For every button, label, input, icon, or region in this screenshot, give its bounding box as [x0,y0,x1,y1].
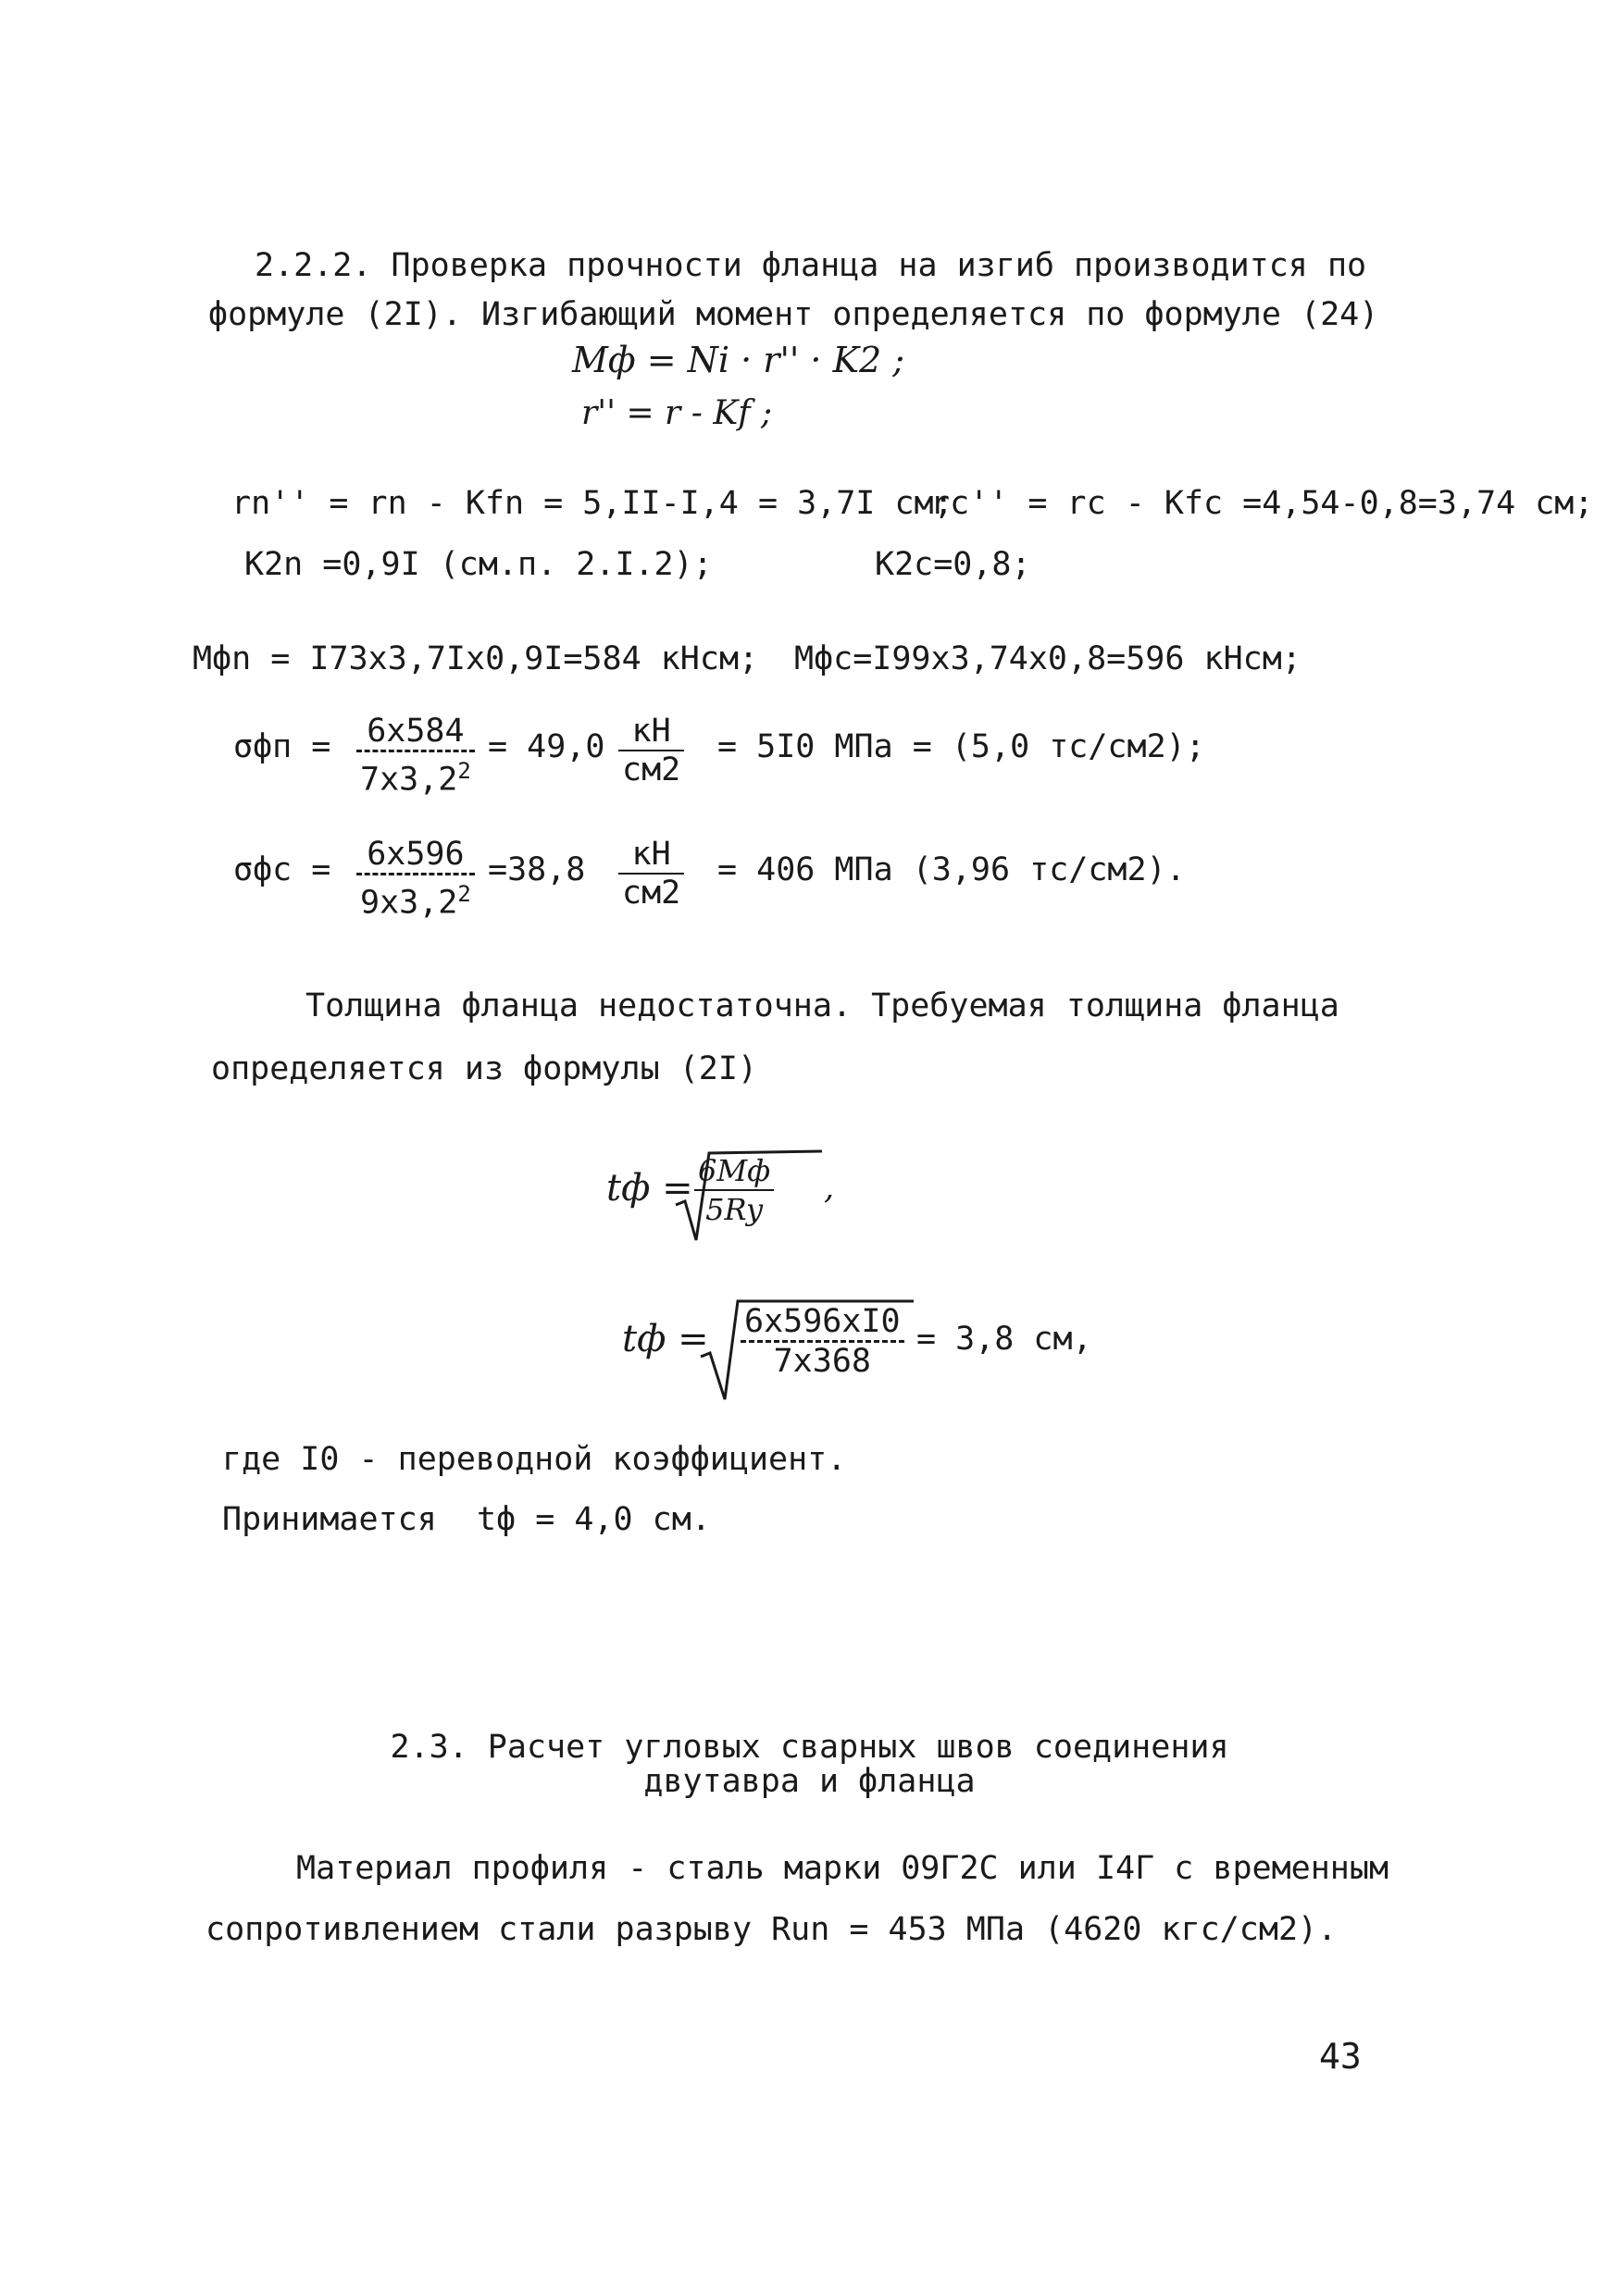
formula-t2-den: 7x368 [773,1343,871,1380]
section-2-2-2-line1: 2.2.2. Проверка прочности фланца на изгиб производится по [255,247,1367,284]
stress1-label: σфп = [233,728,331,765]
formula-t-label: tф = [606,1167,693,1210]
calc-k2c: K2c=0,8; [875,546,1031,583]
formula-t2-label: tф = [622,1318,709,1360]
section-2-3-title1: 2.3. Расчет угловых сварных швов соединения [390,1729,1229,1766]
stress1-result: = 5I0 МПа = (5,0 тс/см2); [717,728,1205,765]
section-2-2-2-line2: формуле (2I). Изгибающий момент определяется по формуле (24) [208,296,1379,333]
calc-r-c: rc'' = rc - Kfc =4,54-0,8=3,74 см; [930,485,1594,522]
stress1-value: = 49,0 [488,728,605,765]
para-line2: определяется из формулы (2I) [211,1050,758,1087]
stress2-denominator: 9x3,2 [360,884,458,922]
stress2-unit-den: см2 [622,875,681,912]
stress2-result: = 406 МПа (3,96 тс/см2). [717,851,1186,888]
calc-m-n: Mфn = I73x3,7Ix0,9I=584 кНсм; [193,640,759,677]
stress1-fraction [356,713,475,799]
formula-t2-num: 6x596xI0 [741,1303,904,1343]
note-where: где I0 - переводной коэффициент. [222,1441,847,1478]
formula-t2-fraction [741,1303,904,1380]
formula-t-den: 5Ry [705,1192,764,1227]
calc-k2n: K2n =0,9I (см.п. 2.I.2); [244,546,713,583]
para2-line1: Материал профиля - сталь марки 09Г2С или I4Г с временным [296,1850,1389,1887]
formula-r-double-prime: r'' = r - Kf ; [581,394,773,432]
para-line1: Толщина фланца недостаточна. Требуемая толщина фланца [305,987,1339,1024]
stress1-unit-den: см2 [622,751,681,788]
stress1-numerator: 6x584 [356,713,475,752]
formula-t-fraction [694,1152,774,1228]
para2-line2: сопротивлением стали разрыву Run = 453 МПа (4620 кгс/см2). [205,1911,1338,1948]
stress1-exponent: 2 [457,758,471,784]
page-number: 43 [1319,2036,1362,2077]
formula-moment: Mф = Ni · r'' · K2 ; [572,340,905,380]
stress2-numerator: 6x596 [356,836,475,875]
stress2-value: =38,8 [488,851,586,888]
note-accepted-value: tф = 4,0 см. [477,1501,711,1538]
stress2-label: σфc = [233,851,331,888]
section-2-3-title2: двутавра и фланца [643,1763,976,1800]
stress2-unit [618,836,684,912]
stress1-unit-num: кН [618,713,684,751]
stress1-unit [618,713,684,788]
calc-m-c: Mфc=I99x3,74x0,8=596 кНсм; [794,640,1301,677]
formula-t2-result: = 3,8 см, [916,1321,1092,1358]
stress1-denominator: 7x3,2 [360,761,458,799]
formula-t-tail: , [824,1170,835,1207]
calc-r-n: rn'' = rn - Kfn = 5,II-I,4 = 3,7I см; [231,485,953,522]
stress2-exponent: 2 [457,881,471,907]
note-accepted-label: Принимается [222,1501,437,1538]
stress2-fraction [356,836,475,922]
stress2-unit-num: кН [618,836,684,875]
formula-t-num: 6Mф [694,1152,774,1191]
